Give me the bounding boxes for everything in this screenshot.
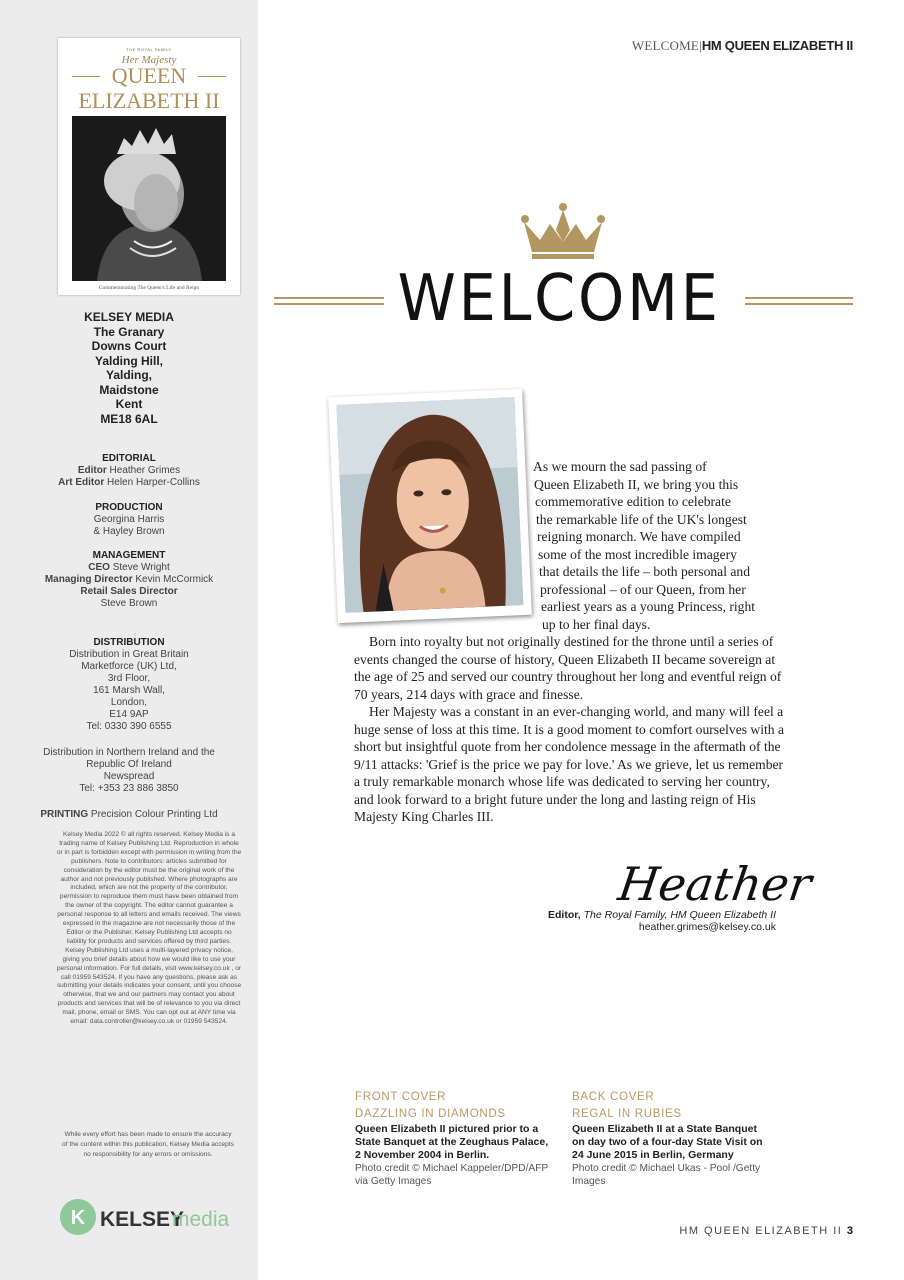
back-cover-caption: Queen Elizabeth II at a State Banquet on day two of a four-day State Visit on 24 June 2015 in Berlin, Germany (572, 1123, 763, 1161)
address-line: Maidstone (99, 382, 159, 397)
cover-subtitle: Commemorating The Queen's Life and Reign (98, 285, 200, 291)
address-line: Yalding Hill, (94, 353, 163, 368)
address-line: Kent (115, 397, 143, 411)
company-name: KELSEY MEDIA (84, 310, 174, 324)
crown-icon (520, 202, 606, 260)
cover-kicker: THE ROYAL FAMILY (126, 47, 172, 52)
management-credits (0, 550, 258, 610)
article-line: commemorative edition to celebrate (535, 494, 731, 509)
md-name: Kevin McCormick (135, 574, 214, 585)
distribution-line: E14 9AP (109, 709, 149, 720)
printing-name: Precision Colour Printing Ltd (90, 809, 218, 820)
editor-photo (328, 389, 532, 623)
article-line: reigning monarch. We have compiled (537, 529, 741, 544)
cover-queen: QUEEN (58, 65, 240, 87)
management-heading: MANAGEMENT (92, 550, 166, 561)
publisher-address (0, 310, 258, 426)
editor-portrait-image (337, 397, 524, 613)
article-line: up to her final days. (542, 616, 651, 632)
production-heading: PRODUCTION (95, 502, 163, 513)
header-section: WELCOME (631, 38, 700, 53)
signature-caption (548, 909, 776, 933)
editor-email[interactable]: heather.grimes@kelsey.co.uk (638, 921, 776, 933)
distribution-line: Tel: +353 23 886 3850 (79, 783, 179, 794)
article-line: that details the life – both personal and (539, 564, 751, 579)
production-name: & Hayley Brown (93, 526, 165, 537)
rsd-role: Retail Sales Director (80, 586, 178, 597)
footer-title: HM QUEEN ELIZABETH II (679, 1225, 843, 1237)
front-cover-photo-credit: Photo credit © Michael Kappeler/DPD/AFP via Getty Images (355, 1163, 549, 1187)
rsd-name: Steve Brown (100, 598, 158, 609)
address-line: Downs Court (91, 339, 167, 353)
distribution-ni (0, 747, 258, 795)
legal-notice: Kelsey Media 2022 © all rights reserved. Kelsey Media is a trading name of Kelsey Publishing Ltd. Reproduction in whole or in part is forbidden except with permission in writing from the publishers. Note to contributors: articles submitted for consideration by the editor must be the original work of the author and not previously published. Where photographs are included, which are not the property of the contributor, permission to reproduce them must have been obtained from the owner of the copyright. The editor cannot guarantee a personal response to all letters and emails received. The views expressed in the magazine are not necessarily those of the Editor or the Publisher. Kelsey Publishing Ltd accepts no liability for products and services offered by third parties. Kelsey Publishing Ltd uses a multi-layered privacy notice, giving you brief details about how we would like to use your personal information. For full details, visit www.kelsey.co.uk , or call 01959 543524. If you have any questions, please ask as submitting your details indicates your consent, until you choose otherwise, that we and our partners may contact you about products and services that will be of relevance to you via direct mail, phone, email or SMS. You can opt out at ANY time via email: data.controller@kelsey.co.uk or 01959 543524. (56, 831, 242, 1026)
signature-text: Heather (615, 857, 815, 911)
back-cover-credit (572, 1089, 772, 1188)
queen-portrait-image (72, 116, 226, 281)
distribution-line: Distribution in Northern Ireland and the (43, 747, 215, 758)
article-line: professional – of our Queen, from her (540, 581, 746, 597)
art-editor-name: Helen Harper-Collins (107, 477, 200, 488)
distribution-line: Tel: 0330 390 6555 (86, 721, 172, 732)
back-cover-title: REGAL IN RUBIES (572, 1108, 682, 1120)
ceo-name: Steve Wright (112, 562, 170, 573)
front-cover-label: FRONT COVER (355, 1091, 447, 1103)
cover-photo (72, 116, 226, 281)
address-line: Yalding, (105, 368, 152, 382)
address-line: ME18 6AL (100, 411, 158, 426)
page-footer (679, 1225, 853, 1237)
page-title: WELCOME (397, 262, 721, 336)
logo-kelsey: KELSEY (100, 1208, 185, 1231)
editorial-heading: EDITORIAL (102, 453, 156, 464)
distribution-heading: DISTRIBUTION (93, 637, 165, 648)
distribution-line: Marketforce (UK) Ltd, (81, 661, 177, 672)
cover-elizabeth: ELIZABETH II (78, 88, 220, 113)
article-line: the remarkable life of the UK's longest (536, 511, 747, 527)
front-cover-title: DAZZLING IN DIAMONDS (355, 1108, 506, 1120)
back-cover-photo-credit: Photo credit © Michael Ukas - Pool /Getty Images (572, 1163, 761, 1187)
distribution-line: Newspread (103, 771, 155, 782)
art-editor-role: Art Editor (58, 477, 105, 488)
article-paragraph: Born into royalty but not originally destined for the throne until a series of events changed the course of history, Queen Elizabeth II became sovereign at the age of 25 and served our country throughout her long and eventful reign of 70 years, 214 days with grace and finesse. (354, 634, 782, 702)
distribution-gb (0, 637, 258, 733)
logo-media: media (172, 1208, 230, 1231)
disclaimer: While every effort has been made to ensure the accuracy of the content within this publication, Kelsey Media accepts no responsibility for any errors or omissions. (62, 1131, 234, 1158)
distribution-line: London, (110, 697, 148, 708)
signature-role: Editor, (548, 909, 581, 921)
distribution-line: 3rd Floor, (107, 673, 151, 684)
page-number: 3 (846, 1225, 853, 1237)
header-title: HM QUEEN ELIZABETH II (701, 38, 853, 53)
article-line: some of the most incredible imagery (538, 546, 737, 562)
signature-publication: The Royal Family, HM Queen Elizabeth II (583, 909, 776, 921)
kelsey-media-logo[interactable] (58, 1197, 248, 1237)
editor-name: Heather Grimes (109, 465, 181, 476)
editor-signature (615, 848, 815, 911)
editorial-credits (0, 453, 258, 489)
front-cover-caption: Queen Elizabeth II pictured prior to a State Banquet at the Zeughaus Palace, 2 November 2004 in Berlin. (355, 1123, 549, 1161)
article-line: Queen Elizabeth II, we bring you this (534, 476, 739, 492)
back-cover-label: BACK COVER (572, 1091, 655, 1103)
production-credits (0, 502, 258, 538)
printing-label: PRINTING (40, 809, 89, 820)
running-header (632, 38, 853, 54)
article-line: As we mourn the sad passing of (533, 459, 707, 474)
front-cover-credit (355, 1089, 555, 1188)
distribution-line: Republic Of Ireland (86, 759, 172, 770)
editor-role: Editor (77, 465, 107, 476)
header-separator: | (699, 38, 702, 53)
title-rule-left (274, 297, 384, 305)
cover-her-majesty: Her Majesty (121, 54, 177, 66)
article-paragraph: Her Majesty was a constant in an ever-changing world, and many will feel a huge sense of loss at this time. It is a good moment to comfort ourselves with a short but insightful quote from her condolence message in the aftermath of the 9/11 attacks: 'Grief is the price we pay for love.' As we grieve, let us remember a truly remarkable monarch whose life was dedicated to serving her country, and look forward to a bright future under the long and lasting reign of His Majesty King Charles III. (354, 704, 785, 824)
sidebar (0, 0, 258, 1280)
cover-thumbnail[interactable] (58, 38, 240, 295)
distribution-line: 161 Marsh Wall, (93, 685, 165, 696)
logo-k: K (70, 1207, 86, 1229)
production-name: Georgina Harris (93, 514, 165, 525)
ceo-role: CEO (88, 562, 110, 573)
address-line: The Granary (93, 324, 165, 339)
printing-credit (0, 809, 258, 821)
article-line: earliest years as a young Princess, right (541, 599, 756, 614)
title-rule-right (745, 297, 853, 305)
distribution-line: Distribution in Great Britain (69, 649, 189, 660)
kelsey-logo-mark (58, 1197, 248, 1237)
md-role: Managing Director (44, 574, 133, 585)
